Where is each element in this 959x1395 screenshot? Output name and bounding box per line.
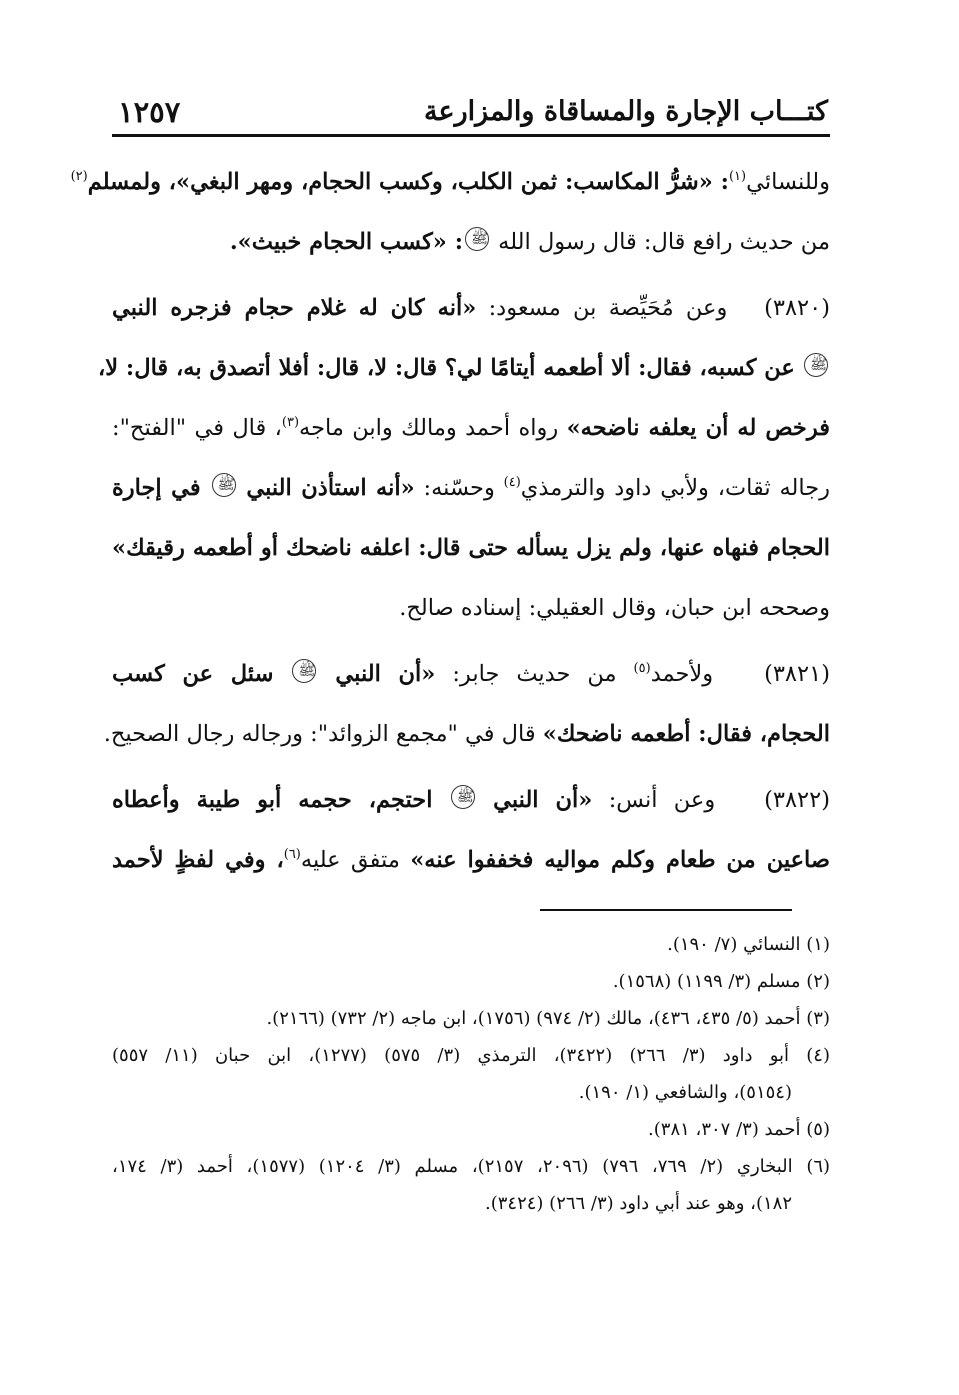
text-run: ولأحمد	[650, 661, 714, 687]
hadith-quote: احتجم، حجمه أبو طيبة وأعطاه	[112, 787, 433, 813]
hadith-quote: الحجام فنهاه عنها، ولم يزل يسأله حتى قال: اعلفه ناضحك أو أطعمه رقيقك»	[112, 535, 830, 561]
text-line-5	[112, 398, 830, 458]
text-line-9	[112, 644, 830, 704]
text-line-6	[112, 458, 830, 518]
footnote-1: (١) النسائي (٧/ ١٩٠).	[667, 934, 830, 955]
hadith-quote: «أن النبي	[493, 787, 593, 813]
hadith-quote: فرخص له أن يعلفه ناضحه»	[566, 415, 831, 441]
text-line-4	[98, 338, 830, 398]
text-run: وحسّنه:	[423, 475, 495, 501]
hadith-quote: عن كسبه، فقال: ألا أطعمه أيتامًا لي؟ قال: لا، قال: أفلا أتصدق به، قال: لا،	[98, 355, 795, 381]
salawat-icon: ﷺ	[465, 227, 489, 251]
hadith-quote: «أنه كان له غلام حجام فزجره النبي	[112, 295, 477, 321]
footnote-divider	[540, 909, 792, 911]
hadith-number: (٣٨٢١)	[764, 661, 830, 687]
text-run: ، وفي لفظٍ لأحمد	[112, 847, 284, 873]
page-number: ١٢٥٧	[118, 95, 181, 129]
footnotes	[112, 926, 830, 1222]
text-run: ، قال في "الفتح":	[112, 415, 282, 441]
footnote-6: (٦) البخاري (٢/ ٧٦٩، ٧٩٦) (٢٠٩٦، ٢١٥٧)، مسلم (٣/ ١٢٠٤) (١٥٧٧)، أحمد (٣/ ١٧٤،	[112, 1156, 831, 1177]
hadith-quote: صاعين من طعام وكلم مواليه فخففوا عنه»	[410, 847, 830, 873]
text-run: من حديث جابر:	[452, 661, 617, 687]
text-run: وللنسائي	[746, 169, 830, 195]
hadith-quote: : «شرُّ المكاسب: ثمن الكلب، وكسب الحجام، ومهر البغي»، ولمسلم	[87, 169, 729, 195]
text-line-2	[112, 212, 830, 272]
hadith-quote: في إجارة	[112, 475, 201, 501]
hadith-number: (٣٨٢٢)	[764, 787, 830, 813]
salawat-icon: ﷺ	[451, 785, 475, 809]
footnote-ref-1[interactable]: (١)	[728, 169, 747, 184]
footnote-5: (٥) أحمد (٣/ ٣٠٧، ٣٨١).	[648, 1119, 830, 1140]
footnote-4-cont: (٥١٥٤)، والشافعي (١/ ١٩٠).	[578, 1082, 792, 1103]
text-line-1	[70, 152, 830, 212]
salawat-icon: ﷺ	[212, 473, 236, 497]
text-run: وعن مُحَيِّصة بن مسعود:	[488, 295, 728, 321]
footnote-ref-3[interactable]: (٣)	[281, 415, 300, 430]
footnote-2: (٢) مسلم (٣/ ١١٩٩) (١٥٦٨).	[612, 971, 830, 992]
text-run: رجاله ثقات، ولأبي داود والترمذي	[520, 475, 831, 501]
hadith-quote: «أن النبي	[335, 661, 436, 687]
text-line-12	[112, 830, 830, 890]
salawat-icon: ﷺ	[292, 659, 316, 683]
footnote-ref-6[interactable]: (٦)	[283, 847, 301, 862]
text-line-10	[103, 704, 830, 764]
footnote-3: (٣) أحمد (٥/ ٤٣٥، ٤٣٦)، مالك (٢/ ٩٧٤) (١٧٥٦)، ابن ماجه (٢/ ٧٣٢) (٢١٦٦).	[266, 1008, 830, 1029]
hadith-quote: الحجام، فقال: أطعمه ناضحك»	[542, 721, 830, 747]
text-run: وعن أنس:	[608, 787, 716, 813]
text-run: رواه أحمد ومالك وابن ماجه	[299, 415, 559, 441]
footnote-ref-5[interactable]: (٥)	[633, 661, 651, 676]
footnote-ref-2[interactable]: (٢)	[70, 169, 88, 184]
text-line-11	[112, 770, 830, 830]
hadith-quote: سئل عن كسب	[112, 661, 274, 687]
chapter-title: كتـــاب الإجارة والمساقاة والمزارعة	[424, 96, 828, 127]
footnote-4: (٤) أبو داود (٣/ ٢٦٦) (٣٤٢٢)، الترمذي (٣/ ٥٧٥) (١٢٧٧)، ابن حبان (١١/ ٥٥٧)	[112, 1045, 830, 1066]
text-line-7	[112, 518, 830, 578]
footnote-ref-4[interactable]: (٤)	[503, 475, 521, 490]
text-run: قال في "مجمع الزوائد": ورجاله رجال الصحيح.	[103, 721, 536, 747]
text-line-8	[112, 578, 830, 638]
text-run: متفق عليه	[300, 847, 400, 873]
salawat-icon: ﷺ	[804, 353, 828, 377]
page-header	[118, 92, 828, 132]
hadith-quote: : «كسب الحجام خبيث».	[229, 229, 464, 255]
hadith-number: (٣٨٢٠)	[764, 295, 830, 321]
main-text	[70, 152, 831, 890]
footnote-6-cont: ١٨٢)، وهو عند أبي داود (٣/ ٢٦٦) (٣٤٢٤).	[484, 1193, 792, 1214]
text-line-3	[112, 278, 830, 338]
text-run: وصححه ابن حبان، وقال العقيلي: إسناده صالح.	[399, 595, 830, 621]
hadith-quote: «أنه استأذن النبي	[246, 475, 415, 501]
header-divider	[112, 134, 830, 137]
text-run: من حديث رافع قال: قال رسول الله	[498, 229, 830, 255]
